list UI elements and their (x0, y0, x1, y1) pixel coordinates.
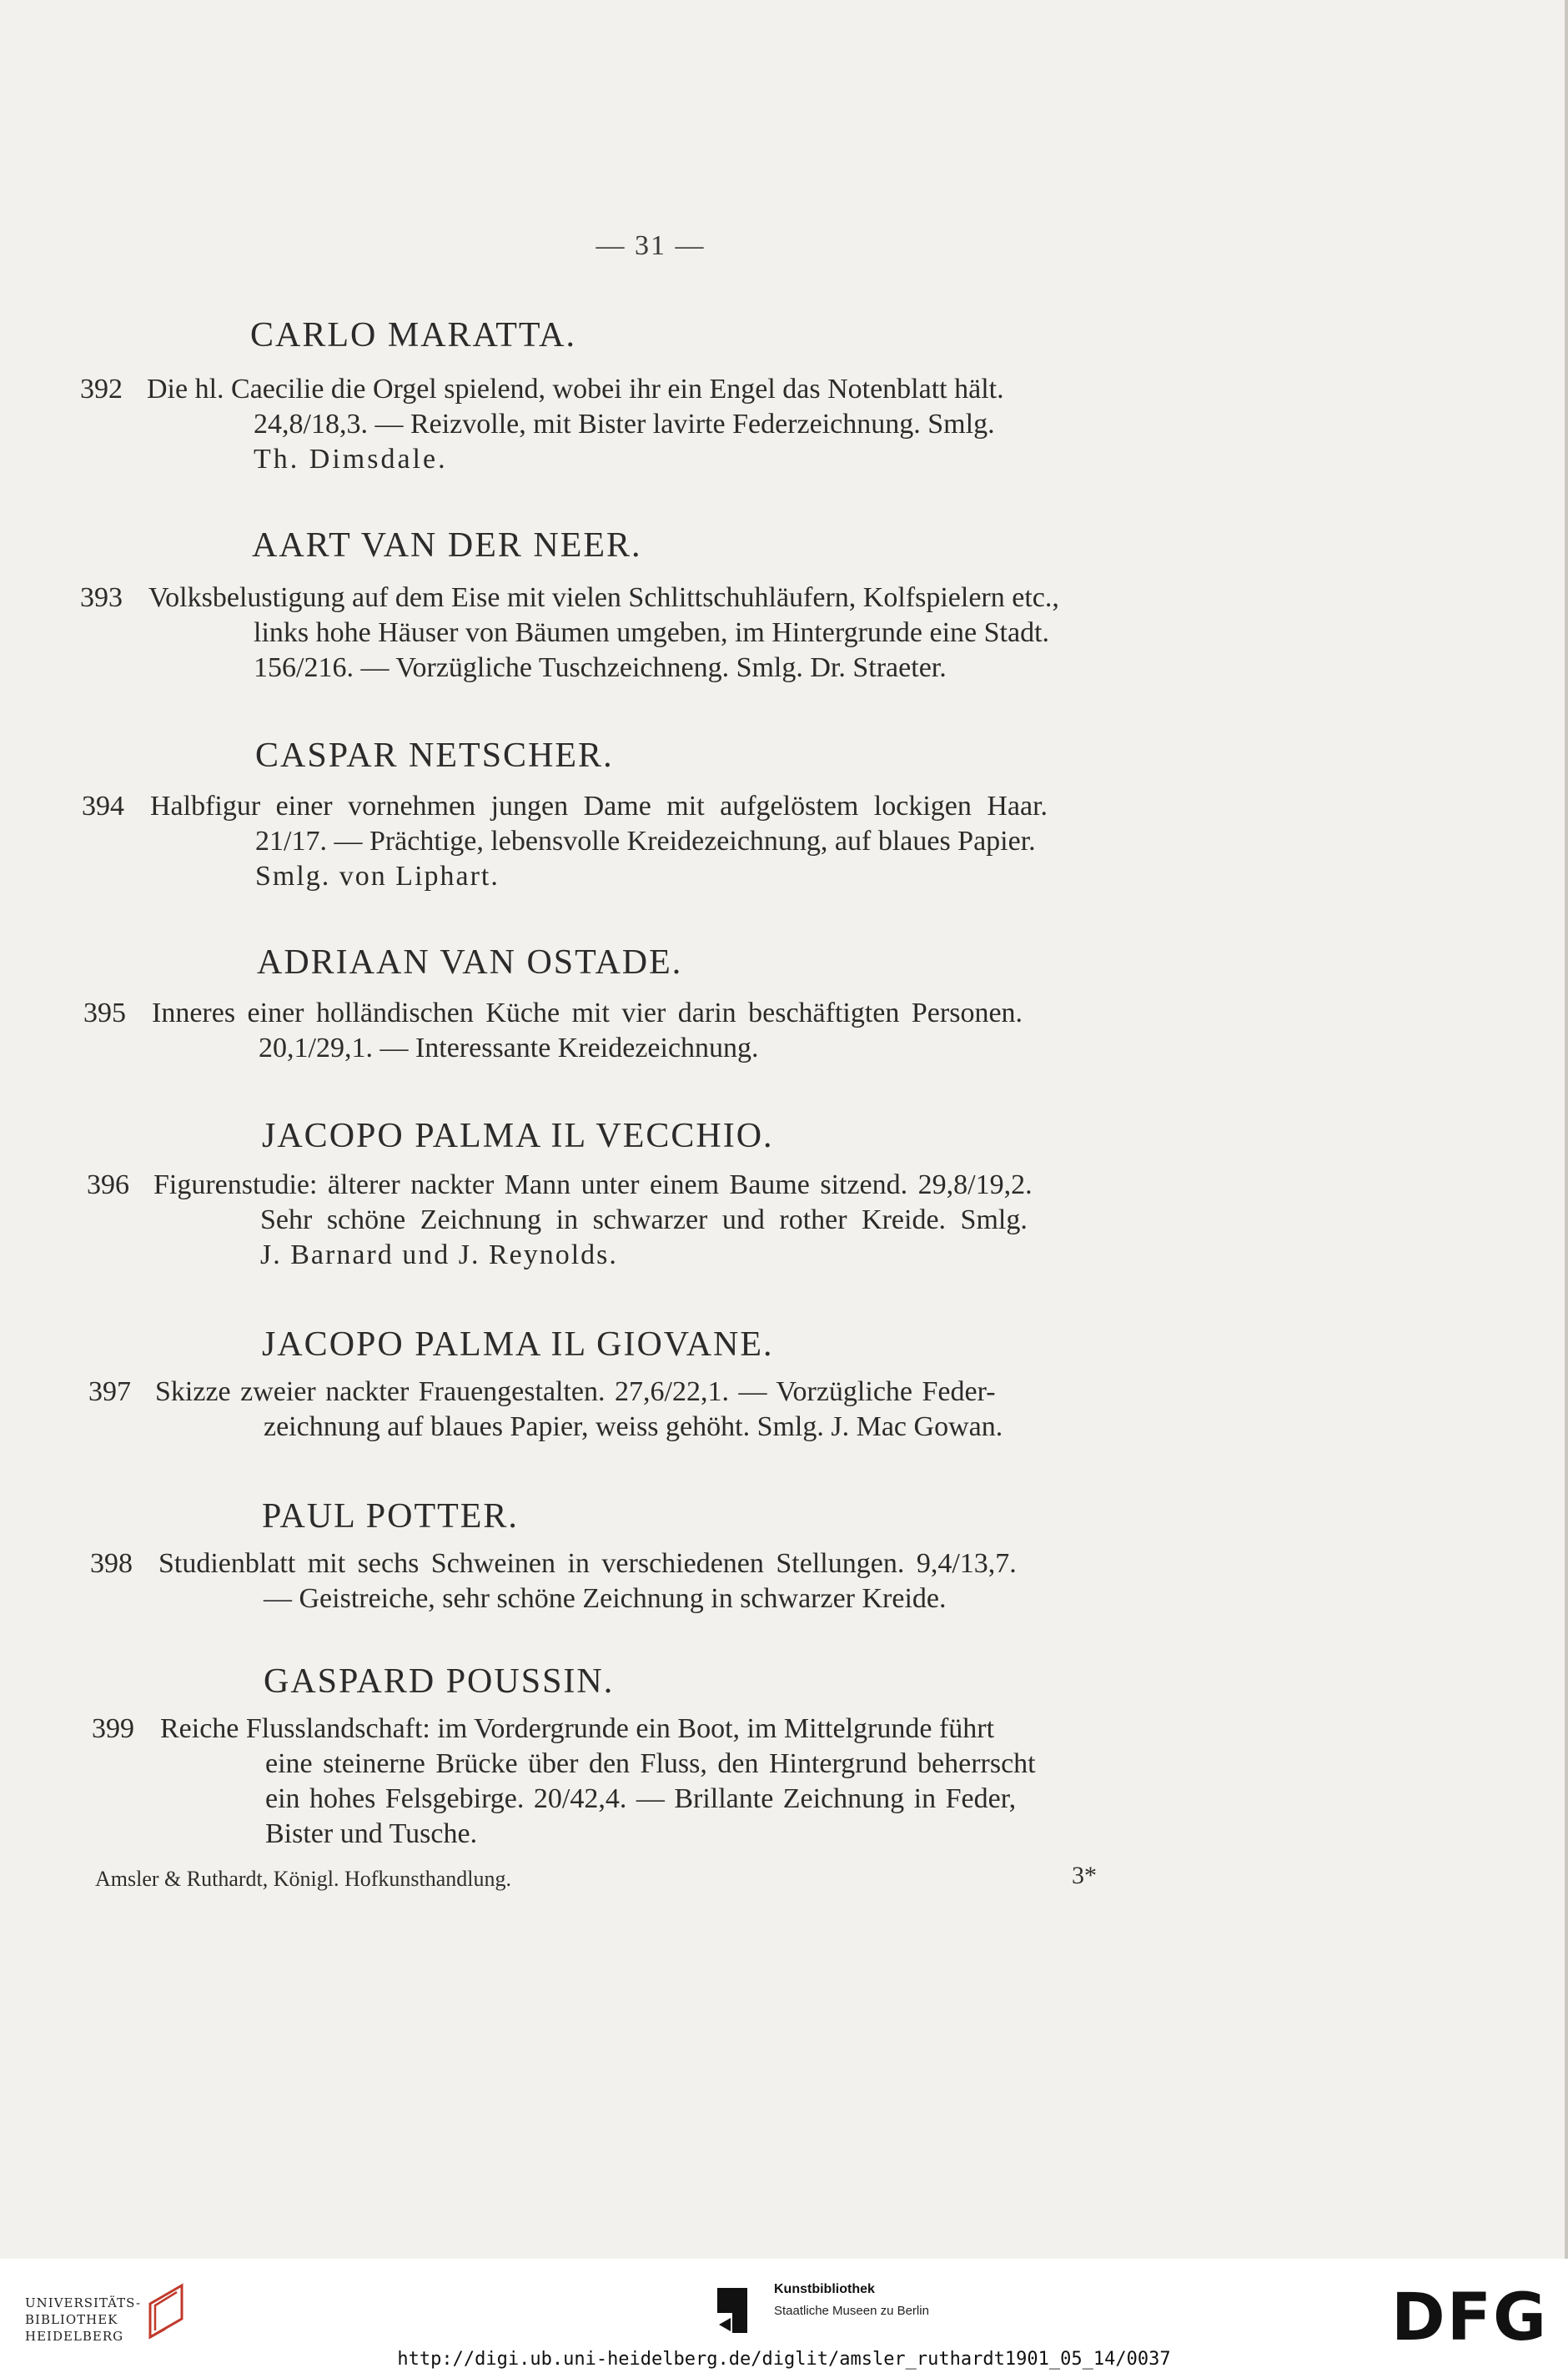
entry-number: 396 (87, 1169, 129, 1200)
artist-heading: ADRIAAN VAN OSTADE. (257, 943, 683, 982)
kunstbibliothek-logo-icon (717, 2288, 747, 2333)
entry-number: 394 (82, 791, 124, 822)
entry-text-line: Smlg. von Liphart. (255, 861, 500, 892)
entry-text-line: links hohe Häuser von Bäumen umgeben, im Hintergrunde eine Stadt. (254, 617, 1050, 648)
uni-logo-text: BIBLIOTHEK (25, 2312, 118, 2327)
entry-number: 395 (83, 998, 126, 1028)
entry-text-line: — Geistreiche, sehr schöne Zeichnung in schwarzer Kreide. (264, 1583, 947, 1614)
entry-number: 397 (88, 1376, 131, 1407)
entry-text-line: ein hohes Felsgebirge. 20/42,4. — Brillante Zeichnung in Feder, (265, 1783, 1017, 1814)
heidelberg-library-logo-icon (140, 2282, 190, 2340)
entry-number: 398 (90, 1548, 133, 1579)
dfg-logo: DFG (1391, 2280, 1549, 2355)
entry-text-line: 156/216. — Vorzügliche Tuschzeichneng. Smlg. Dr. Straeter. (254, 652, 947, 683)
artist-heading: CARLO MARATTA. (250, 316, 576, 354)
entry-text-line: Figurenstudie: älterer nackter Mann unter einem Baume sitzend. 29,8/19,2. (153, 1169, 1033, 1200)
artist-heading: AART VAN DER NEER. (252, 526, 642, 565)
source-url-link[interactable]: http://digi.ub.uni-heidelberg.de/diglit/amsler_ruthardt1901_05_14/0037 (397, 2349, 1171, 2370)
entry-text-line: zeichnung auf blaues Papier, weiss gehöht. Smlg. J. Mac Gowan. (264, 1411, 1003, 1442)
kunstbibliothek-title: Kunstbibliothek (774, 2282, 875, 2296)
artist-heading: PAUL POTTER. (262, 1497, 519, 1536)
entry-text-line: 20,1/29,1. — Interessante Kreidezeichnung. (259, 1033, 759, 1063)
artist-heading: JACOPO PALMA IL GIOVANE. (262, 1325, 774, 1364)
page-number: — 31 — (596, 230, 706, 261)
entry-text-line: Studienblatt mit sechs Schweinen in verschiedenen Stellungen. 9,4/13,7. (158, 1548, 1017, 1579)
entry-text-line: eine steinerne Brücke über den Fluss, den Hintergrund beherrscht (265, 1748, 1036, 1779)
entry-text-line: Halbfigur einer vornehmen jungen Dame mit aufgelöstem lockigen Haar. (150, 791, 1048, 822)
artist-heading: CASPAR NETSCHER. (255, 737, 614, 775)
entry-text-line: Reiche Flusslandschaft: im Vordergrunde ein Boot, im Mittelgrunde führt (160, 1713, 995, 1744)
entry-text-line: Th. Dimsdale. (254, 444, 448, 475)
entry-text-line: Inneres einer holländischen Küche mit vier darin beschäftigten Personen. (152, 998, 1023, 1028)
entry-text-line: 21/17. — Prächtige, lebensvolle Kreidezeichnung, auf blaues Papier. (255, 826, 1036, 857)
kunstbibliothek-subtitle: Staatliche Museen zu Berlin (774, 2304, 929, 2318)
entry-text-line: Sehr schöne Zeichnung in schwarzer und rother Kreide. Smlg. (260, 1204, 1028, 1235)
artist-heading: JACOPO PALMA IL VECCHIO. (262, 1117, 774, 1155)
artist-heading: GASPARD POUSSIN. (264, 1662, 615, 1701)
entry-text-line: Skizze zweier nackter Frauengestalten. 27,6/22,1. — Vorzügliche Feder- (155, 1376, 996, 1407)
entry-number: 399 (92, 1713, 134, 1744)
entry-text-line: 24,8/18,3. — Reizvolle, mit Bister lavirte Federzeichnung. Smlg. (254, 409, 995, 440)
uni-logo-text: UNIVERSITÄTS- (25, 2295, 142, 2310)
signature-mark: 3* (1072, 1862, 1097, 1889)
entry-text-line: Die hl. Caecilie die Orgel spielend, wobei ihr ein Engel das Notenblatt hält. (147, 374, 1004, 405)
entry-number: 392 (80, 374, 123, 405)
entry-text-line: J. Barnard und J. Reynolds. (260, 1239, 618, 1270)
entry-text-line: Volksbelustigung auf dem Eise mit vielen Schlittschuhläufern, Kolfspielern etc., (148, 582, 1059, 613)
entry-text-line: Bister und Tusche. (265, 1818, 478, 1849)
publisher-imprint: Amsler & Ruthardt, Königl. Hofkunsthandlung. (95, 1867, 512, 1891)
uni-logo-text: HEIDELBERG (25, 2329, 124, 2344)
entry-number: 393 (80, 582, 123, 613)
